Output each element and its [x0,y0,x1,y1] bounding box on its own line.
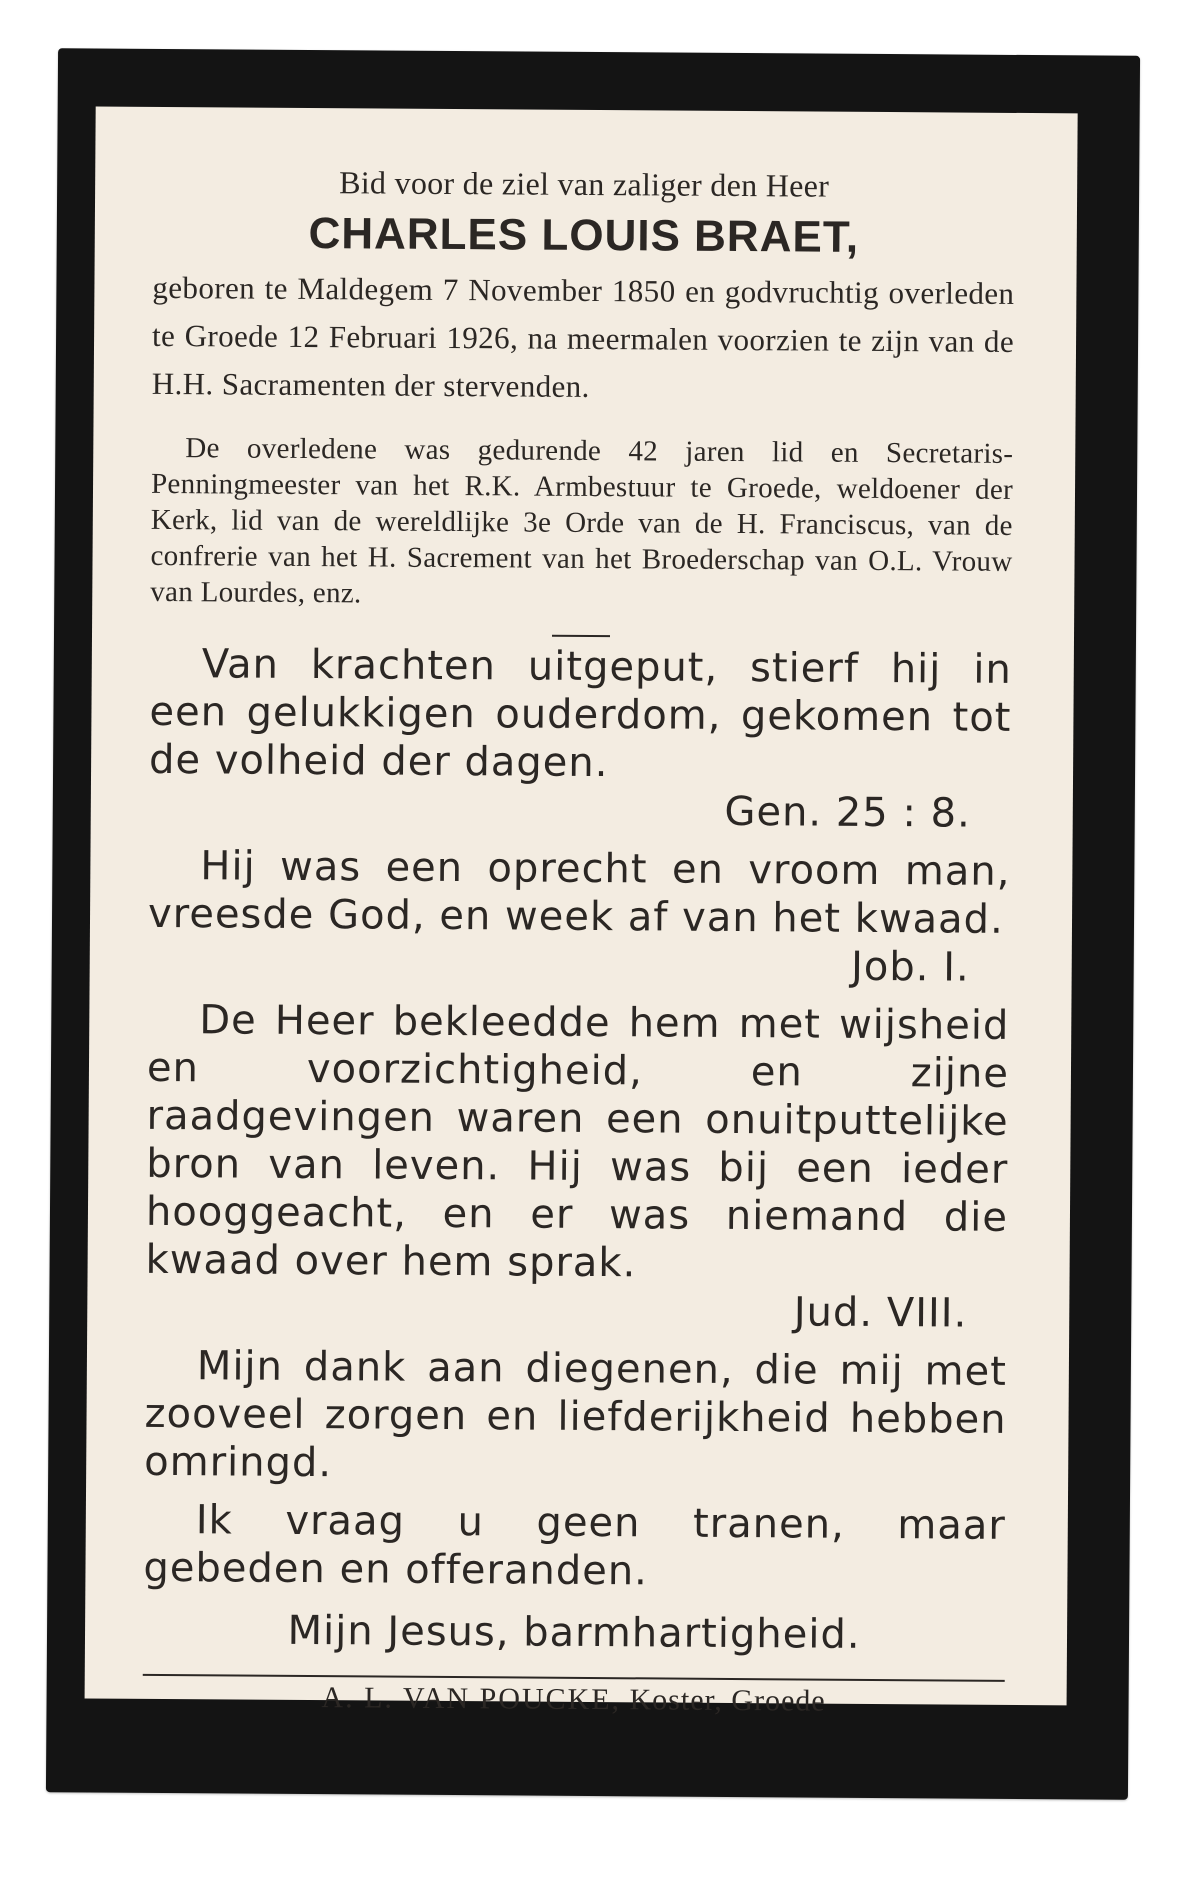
thanks-text: Mijn dank aan diegenen, die mij met zooveel zorgen en liefderijkheid hebben omringd. [144,1343,1008,1487]
card-content [142,163,1015,1720]
closing-prayer: Mijn Jesus, barmhartigheid. [287,1607,861,1658]
deceased-name: CHARLES LOUIS BRAET, [308,208,860,262]
intro-line: Bid voor de ziel van zaliger den Heer [339,164,830,204]
verse-reference: Gen. 25 : 8. [724,788,971,837]
memorial-card [46,48,1140,1800]
card-paper [85,107,1078,1718]
verse-text: Van krachten uitgeput, stierf hij in een gelukkigen ouderdom, gekomen tot de volheid der dagen. [148,641,1012,787]
biography-text: geboren te Maldegem 7 November 1850 en godvruchtig overleden te Groede 12 Februari 1926, na meermalen voorzien te zijn van de H.H. Sacramenten der stervenden. [151,269,1015,404]
printer-detail: Koster, Groede [629,1683,826,1718]
verse-text: Hij was een oprecht en vroom man, vreesde God, en week af van het kwaad. [147,843,1011,943]
verse-text: De Heer bekleedde hem met wijsheid en voorzichtigheid, en zijne raadgevingen waren een onuitputtelijke bron van leven. Hij was bij een ieder hooggeacht, en er was niemand die kwaad over hem sprak. [145,997,1010,1287]
printer-credit [142,1680,1004,1720]
section-divider [552,635,610,637]
verses-section [143,640,1012,1660]
verse-reference: Job. I. [850,943,970,991]
printer-name: A. L. VAN POUCKE, [321,1681,622,1717]
verse-reference: Jud. VIII. [793,1289,968,1337]
request-text: Ik vraag u geen tranen, maar gebeden en offeranden. [143,1497,1006,1595]
membership-text: De overledene was gedurende 42 jaren lid en Secretaris-Penningmeester van het R.K. Armbestuur te Groede, weldoener der Kerk, lid van de wereldlijke 3e Orde van de H. Franciscus, van de confrerie van het H. Sacrement van het Broederschap van O.L. Vrouw van Lourdes, enz. [150,432,1014,610]
